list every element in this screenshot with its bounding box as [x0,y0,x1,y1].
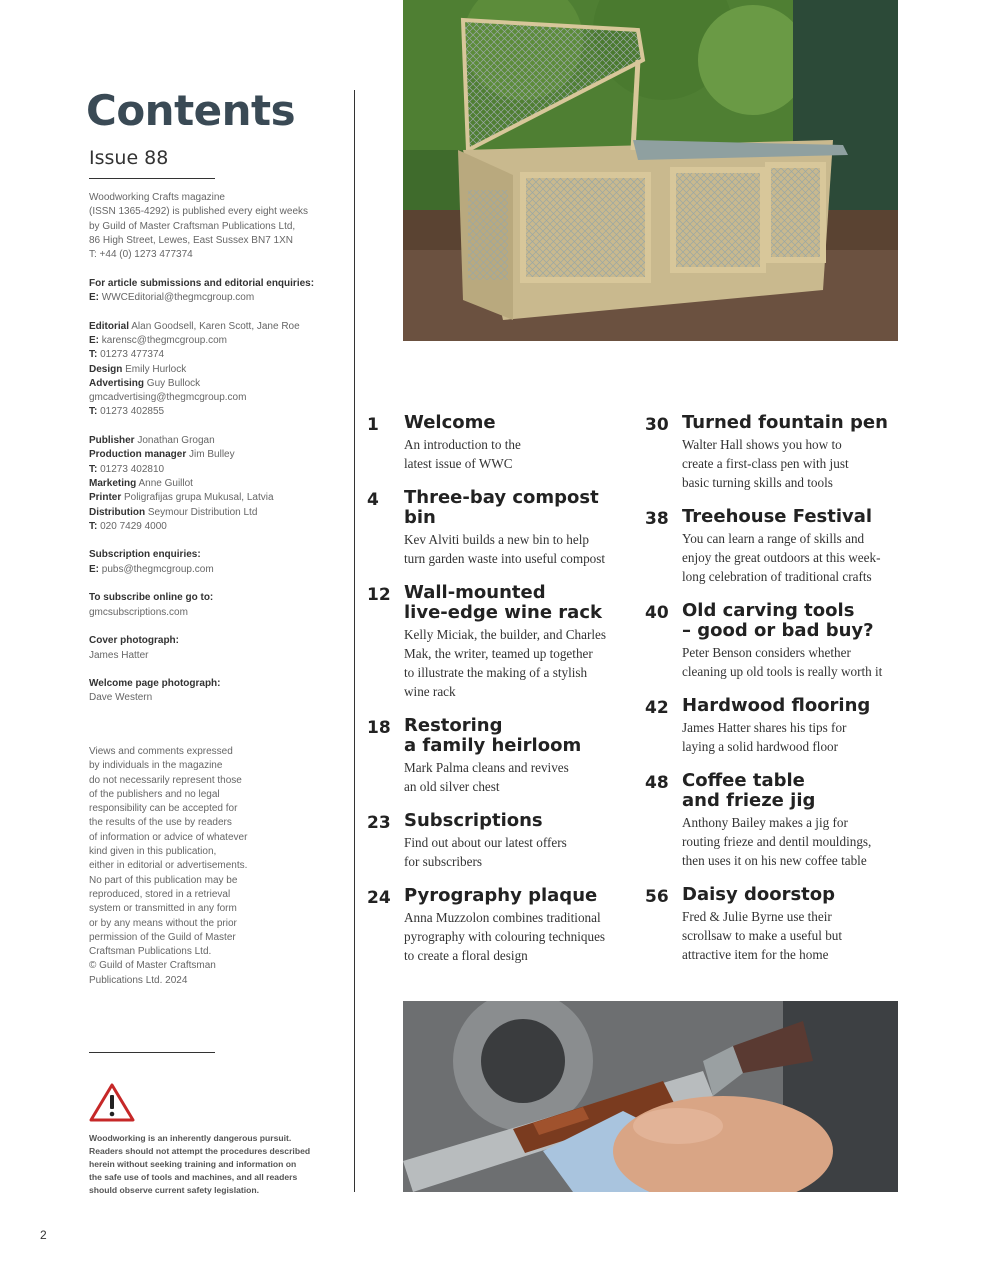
article-title: Turned fountain pen [682,412,888,433]
toc-entry[interactable] [367,811,617,871]
article-summary: Walter Hall shows you how to create a first-class pen with just basic turning skills and tools [682,437,849,490]
article-title: Restoring a family heirloom [404,715,582,756]
online-info: To subscribe online go to: gmcsubscriptions.com [89,592,214,618]
article-title: Pyrography plaque [404,885,598,906]
column-divider [354,90,355,1192]
article-summary: Peter Benson considers whether cleaning up old tools is really worth it [682,645,883,679]
toc-entry[interactable] [367,583,617,701]
toc-entry[interactable] [645,885,895,964]
toc-entry[interactable] [645,696,895,756]
article-title: Hardwood flooring [682,695,871,716]
submissions-email[interactable]: WWCEditorial@thegmcgroup.com [101,292,255,304]
article-title: Three-bay compost bin [404,487,599,528]
article-title: Wall-mounted live-edge wine rack [404,582,602,623]
page-ref: 30 [645,415,669,435]
page-title: Contents [86,86,296,135]
article-title: Subscriptions [404,810,543,831]
article-summary: Find out about our latest offers for subscribers [404,835,567,869]
article-summary: Anna Muzzolon combines traditional pyrography with colouring techniques to create a floral design [404,910,606,963]
disclaimer: Views and comments expressed by individuals in the magazine do not necessarily represent those of the publishers and no legal responsibility can be accepted for the results of the use by readers of information or advice of whatever kind given in this publication, either in editorial or advertisements. No part of this publication may be reproduced, stored in a retrieval system or transmitted in any form or by any means without the prior permission of the Guild of Master Craftsman Publications Ltd. © Guild of Master Craftsman Publications Ltd. 2024 [89,746,248,986]
article-summary: Fred & Julie Byrne use their scrollsaw to make a useful but attractive item for the home [682,909,843,962]
article-summary: James Hatter shares his tips for laying a solid hardwood floor [682,720,847,754]
cover-credit: Cover photograph: James Hatter [89,635,179,661]
article-title: Old carving tools – good or bad buy? [682,600,874,641]
toc-column-left [367,413,617,980]
article-summary: Mark Palma cleans and revives an old silver chest [404,760,569,794]
welcome-credit: Welcome page photograph: Dave Western [89,678,221,704]
article-title: Welcome [404,412,496,433]
page-number: 2 [40,1228,47,1242]
toc-entry[interactable] [645,413,895,492]
article-summary: Kelly Miciak, the builder, and Charles Mak, the writer, teamed up together to illustrate the making of a stylish wine rack [404,627,606,699]
page-ref: 4 [367,490,379,510]
issue-number: Issue 88 [89,147,169,169]
page-ref: 38 [645,509,669,529]
fountain-pen-photo [403,1001,898,1192]
page-ref: 40 [645,603,669,623]
subscription-url[interactable]: gmcsubscriptions.com [89,606,188,618]
page-ref: 12 [367,585,391,605]
editorial-email[interactable]: karensc@thegmcgroup.com [101,334,227,346]
page-ref: 18 [367,718,391,738]
advertising-email[interactable]: gmcadvertising@thegmcgroup.com [89,392,247,404]
toc-entry[interactable] [367,886,617,965]
toc-column-right [645,413,895,979]
warning-icon [89,1082,135,1122]
title-underline [89,178,215,179]
toc-entry[interactable] [367,716,617,796]
submissions-info: For article submissions and editorial enquiries: E: WWCEditorial@thegmcgroup.com [89,277,315,304]
page-ref: 23 [367,813,391,833]
page-ref: 42 [645,698,669,718]
article-title: Coffee table and frieze jig [682,770,816,811]
production-list: Publisher Jonathan Grogan Production manager Jim Bulley T: 01273 402810 Marketing Anne Guillot Printer Poligrafijas grupa Mukusal, Latvia Distribution Seymour Distribution Ltd T: 020 7429 4000 [89,435,274,532]
toc-entry[interactable] [645,507,895,586]
article-title: Treehouse Festival [682,506,873,527]
subscription-info: Subscription enquiries: E: pubs@thegmcgroup.com [89,549,214,575]
page-ref: 1 [367,415,379,435]
article-title: Daisy doorstop [682,884,836,905]
toc-entry[interactable] [367,488,617,568]
toc-entry[interactable] [645,771,895,870]
subscription-email[interactable]: pubs@thegmcgroup.com [101,563,214,575]
article-summary: Anthony Bailey makes a jig for routing frieze and dentil mouldings, then uses it on his new coffee table [682,815,872,868]
staff-list: Editorial Alan Goodsell, Karen Scott, Jane Roe E: karensc@thegmcgroup.com T: 01273 477374 Design Emily Hurlock Advertising Guy Bullock gmcadvertising@thegmcgroup.com T: 01273 402855 [89,320,300,418]
credits-block [89,191,339,720]
article-summary: You can learn a range of skills and enjoy the great outdoors at this week- long celebration of traditional crafts [682,531,881,584]
page-ref: 24 [367,888,391,908]
publisher-intro: Woodworking Crafts magazine (ISSN 1365-4292) is published every eight weeks by Guild of Master Craftsman Publications Ltd, 86 High Street, Lewes, East Sussex BN7 1XN T: +44 (0) 1273 477374 [89,192,309,261]
toc-entry[interactable] [645,601,895,681]
page-ref: 56 [645,887,669,907]
warning-divider [89,1052,215,1053]
page-ref: 48 [645,773,669,793]
article-summary: An introduction to the latest issue of WWC [404,437,521,471]
toc-entry[interactable] [367,413,617,473]
safety-warning: Woodworking is an inherently dangerous pursuit. Readers should not attempt the procedures described herein without seeking training and information on the safe use of tools and machines, and all readers should observe current safety legislation. [89,1133,311,1195]
compost-bin-photo [403,0,898,341]
article-summary: Kev Alviti builds a new bin to help turn garden waste into useful compost [404,532,606,566]
